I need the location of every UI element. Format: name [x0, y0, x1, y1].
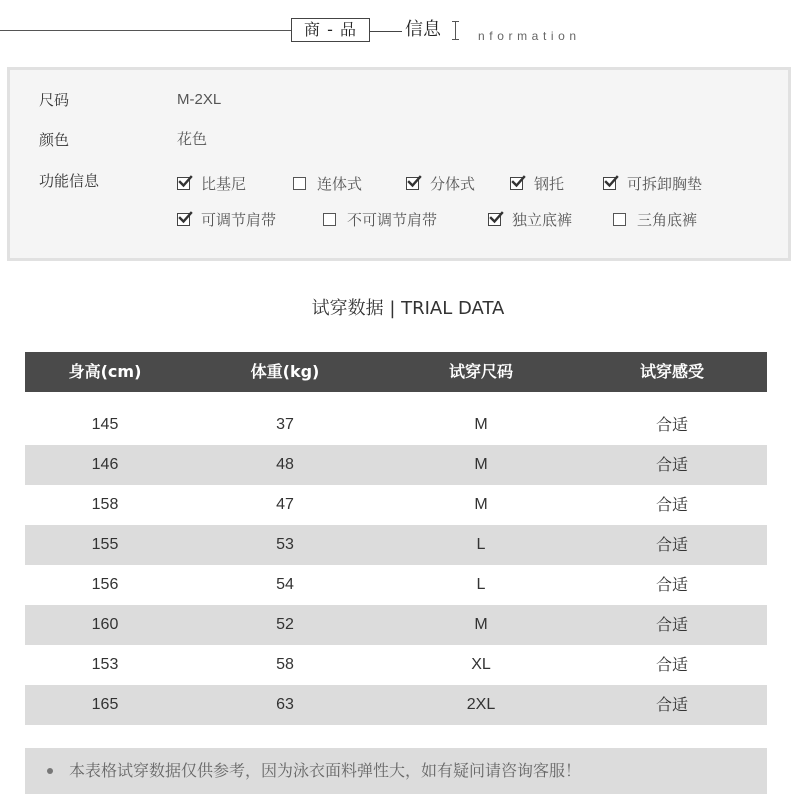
checkbox-checked-icon [510, 177, 523, 190]
cell-size: XL [471, 656, 491, 673]
product-info-panel [7, 67, 791, 261]
color-row [10, 129, 788, 151]
cell-size: M [474, 616, 488, 633]
cell-weight: 37 [276, 416, 294, 433]
table-row [25, 525, 767, 565]
trial-data-title: 试穿数据 | TRIAL DATA [311, 298, 505, 319]
header-weight: 体重(kg) [250, 362, 320, 381]
cell-feeling: 合适 [655, 495, 688, 514]
color-label: 颜色 [39, 131, 70, 149]
table-row [25, 445, 767, 485]
header-height: 身高(cm) [68, 362, 142, 381]
cell-weight: 47 [276, 496, 294, 513]
checkbox-empty-icon [293, 177, 306, 190]
cell-weight: 63 [276, 696, 294, 713]
text-cursor-icon [451, 21, 460, 40]
features-label: 功能信息 [39, 172, 100, 190]
cell-feeling: 合适 [655, 615, 688, 634]
checkbox-checked-icon [488, 213, 501, 226]
feature-option-label: 分体式 [430, 175, 476, 193]
cell-size: L [476, 576, 486, 593]
cell-height: 155 [91, 536, 119, 553]
cell-weight: 52 [276, 616, 294, 633]
bullet-icon [47, 768, 53, 774]
checkbox-checked-icon [177, 213, 190, 226]
header-divider-mid [370, 31, 402, 32]
table-row [25, 565, 767, 605]
header-divider-left [0, 30, 292, 31]
cell-height: 160 [91, 616, 119, 633]
cell-height: 156 [91, 576, 119, 593]
cell-weight: 48 [276, 456, 294, 473]
checkbox-empty-icon [613, 213, 626, 226]
table-row [25, 645, 767, 685]
header-subtitle: nformation [478, 29, 581, 43]
feature-option-label: 比基尼 [201, 175, 247, 193]
checkbox-empty-icon [323, 213, 336, 226]
cell-feeling: 合适 [655, 415, 688, 434]
cell-feeling: 合适 [655, 455, 688, 474]
cell-height: 165 [91, 696, 119, 713]
cell-height: 146 [91, 456, 119, 473]
cell-weight: 54 [276, 576, 294, 593]
header-feeling: 试穿感受 [639, 362, 704, 381]
disclaimer-text: 本表格试穿数据仅供参考，因为泳衣面料弹性大，如有疑问请咨询客服！ [69, 761, 582, 780]
feature-option-label: 独立底裤 [512, 211, 573, 229]
checkbox-checked-icon [603, 177, 616, 190]
cell-size: 2XL [466, 696, 496, 713]
table-row [25, 605, 767, 645]
cell-height: 158 [91, 496, 119, 513]
checkbox-checked-icon [177, 177, 190, 190]
feature-option-label: 可拆卸胸垫 [627, 175, 703, 193]
checkbox-checked-icon [406, 177, 419, 190]
cell-size: M [474, 416, 488, 433]
cell-size: M [474, 496, 488, 513]
feature-option-label: 可调节肩带 [201, 211, 277, 229]
header-box-label: 商 - 品 [291, 18, 370, 42]
disclaimer-note [25, 748, 767, 794]
table-header [25, 352, 767, 392]
feature-option-label: 不可调节肩带 [347, 211, 438, 229]
table-row [25, 405, 767, 445]
cell-size: M [474, 456, 488, 473]
size-value: M-2XL [177, 91, 222, 108]
size-row [10, 89, 788, 111]
section-header [0, 0, 800, 60]
cell-feeling: 合适 [655, 575, 688, 594]
cell-feeling: 合适 [655, 695, 688, 714]
feature-option-label: 钢托 [534, 175, 565, 193]
cell-weight: 53 [276, 536, 294, 553]
feature-option-label: 连体式 [317, 175, 363, 193]
cell-feeling: 合适 [655, 535, 688, 554]
table-row [25, 685, 767, 725]
cell-weight: 58 [276, 656, 294, 673]
feature-option-label: 三角底裤 [637, 211, 698, 229]
header-size: 试穿尺码 [448, 362, 513, 381]
size-label: 尺码 [39, 91, 70, 109]
cell-height: 145 [91, 416, 119, 433]
cell-height: 153 [91, 656, 119, 673]
cell-feeling: 合适 [655, 655, 688, 674]
color-value: 花色 [177, 131, 208, 148]
table-row [25, 485, 767, 525]
header-title: 信息 [405, 19, 441, 40]
cell-size: L [476, 536, 486, 553]
